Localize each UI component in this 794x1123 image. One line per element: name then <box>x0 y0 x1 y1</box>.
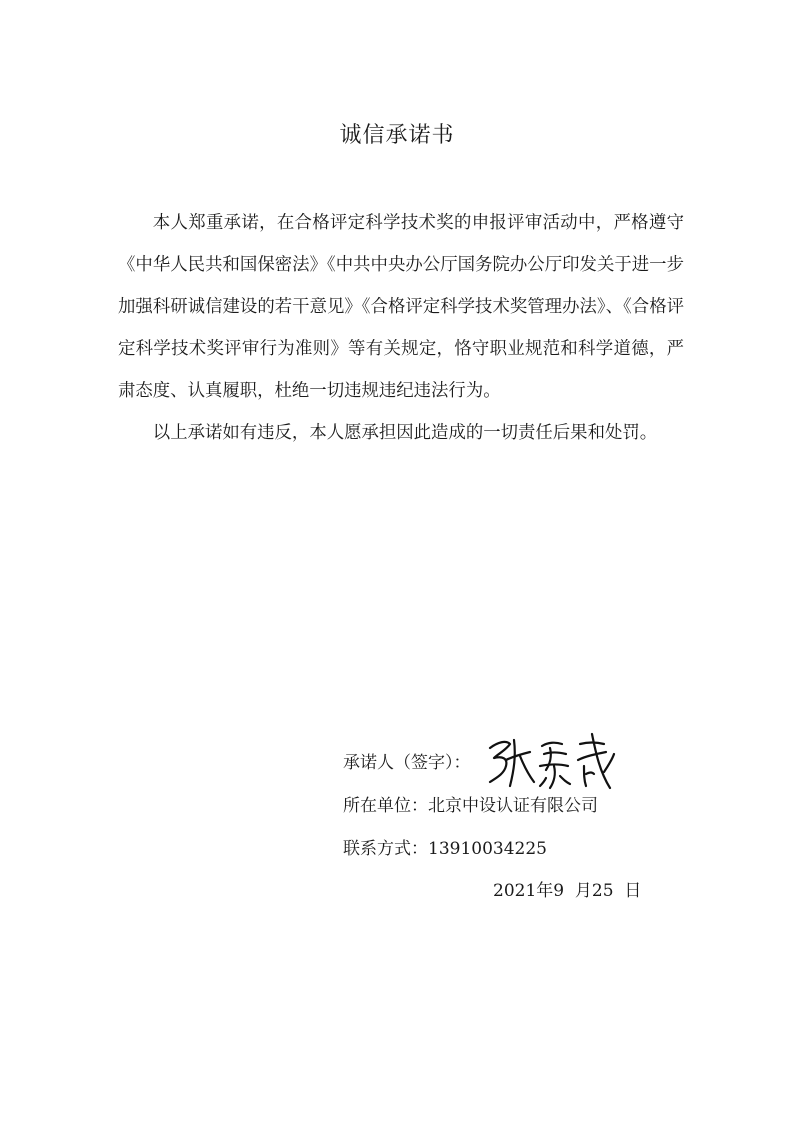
handwritten-signature <box>480 726 620 794</box>
unit-line <box>343 791 598 816</box>
commitment-paragraph: 以上承诺如有违反，本人愿承担因此造成的一切责任后果和处罚。 <box>152 423 658 443</box>
unit-label: 所在单位： <box>343 796 428 816</box>
contact-label: 联系方式： <box>343 839 428 859</box>
contact-line <box>343 834 547 859</box>
contact-value: 13910034225 <box>428 839 547 859</box>
unit-value: 北京中设认证有限公司 <box>428 796 598 816</box>
signing-date: 2021年9 月25 日 <box>493 881 642 901</box>
commitment-body <box>118 202 684 454</box>
signer-label: 承诺人（签字）： <box>343 753 471 773</box>
document-title: 诚信承诺书 <box>339 123 455 148</box>
commitment-paragraph: 本人郑重承诺，在合格评定科学技术奖的申报评审活动中，严格遵守《中华人民共和国保密法》《中共中央办公厅国务院办公厅印发关于进一步加强科研诚信建设的若干意见》《合格评定科学技术奖管理办法》、《合格评定科学技术奖评审行为准则》等有关规定，恪守职业规范和科学道德，严肃态度、认真履职，杜绝一切违规违纪违法行为。 <box>118 213 684 401</box>
